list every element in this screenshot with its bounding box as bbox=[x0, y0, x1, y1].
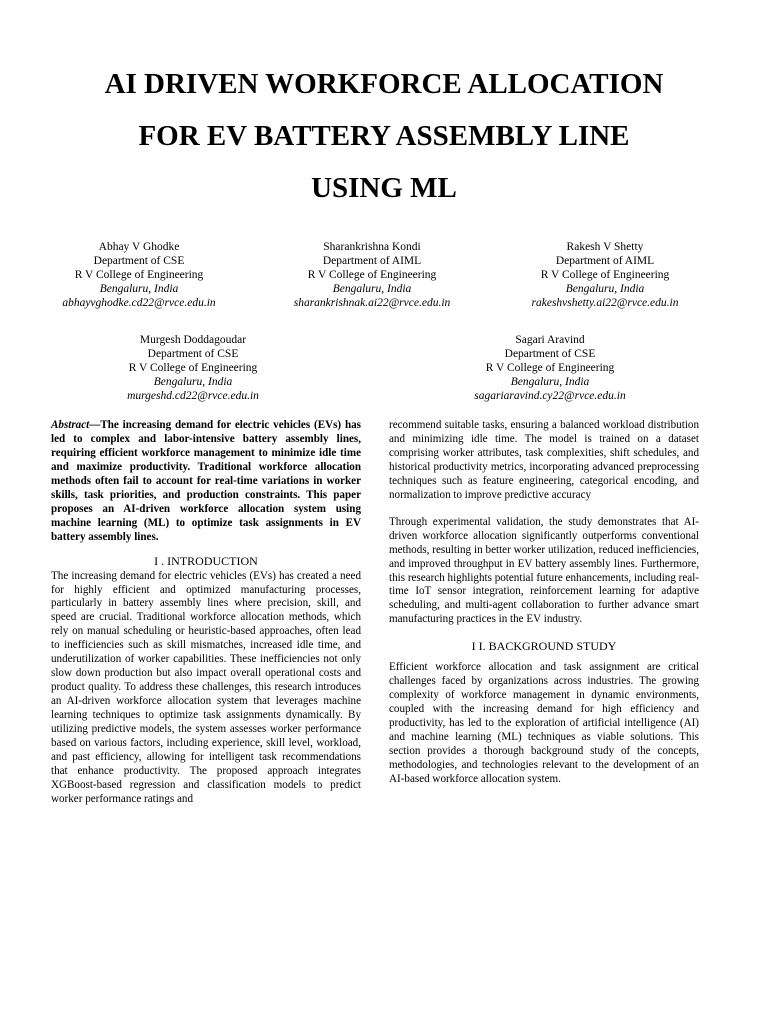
author-dept: Department of CSE bbox=[93, 255, 185, 267]
section-heading-background: I I. BACKGROUND STUDY bbox=[471, 639, 617, 654]
author-block-4 bbox=[73, 333, 313, 403]
author-college: R V College of Engineering bbox=[485, 362, 615, 374]
abstract-label: Abstract bbox=[51, 419, 90, 431]
author-college: R V College of Engineering bbox=[307, 269, 437, 281]
author-email: sharankrishnak.ai22@rvce.edu.in bbox=[293, 297, 451, 309]
author-name: Rakesh V Shetty bbox=[566, 241, 644, 253]
author-email: rakeshvshetty.ai22@rvce.edu.in bbox=[531, 297, 679, 309]
section-heading-introduction: I . INTRODUCTION bbox=[154, 553, 258, 568]
author-email: sagariaravind.cy22@rvce.edu.in bbox=[474, 390, 626, 402]
author-city: Bengaluru, India bbox=[510, 376, 590, 388]
right-column bbox=[389, 419, 699, 787]
author-email: abhayvghodke.cd22@rvce.edu.in bbox=[62, 297, 216, 309]
author-dept: Department of CSE bbox=[147, 348, 239, 360]
left-column bbox=[51, 419, 361, 807]
author-email: murgeshd.cd22@rvce.edu.in bbox=[127, 390, 259, 402]
intro-paragraph-1-continued: recommend suitable tasks, ensuring a balanced workload distribution and minimizing idle time. The model is trained on a dataset comprising worker attributes, task complexities, shift schedules, and historical productivity metrics, incorporating advanced preprocessing techniques such as feature engineering, categorical encoding, and normalization to improve predictive accuracy bbox=[389, 419, 699, 501]
abstract bbox=[51, 419, 361, 545]
author-college: R V College of Engineering bbox=[74, 269, 204, 281]
author-block-3 bbox=[485, 240, 725, 310]
author-block-2 bbox=[252, 240, 492, 310]
author-city: Bengaluru, India bbox=[153, 376, 233, 388]
author-dept: Department of AIML bbox=[322, 255, 422, 267]
author-name: Abhay V Ghodke bbox=[98, 241, 180, 253]
author-name: Sagari Aravind bbox=[515, 334, 585, 346]
title-line-3: USING ML bbox=[311, 172, 457, 204]
author-city: Bengaluru, India bbox=[99, 283, 179, 295]
author-block-5 bbox=[430, 333, 670, 403]
author-dept: Department of CSE bbox=[504, 348, 596, 360]
paragraph-gap bbox=[389, 503, 699, 516]
abstract-text: —The increasing demand for electric vehicles (EVs) has led to complex and labor-intensive battery assembly lines, requiring efficient workforce management to minimize idle time and maximize productivity. Traditional workforce allocation methods often fail to account for real-time variations in worker skills, task priorities, and production constraints. This paper proposes an AI-driven workforce allocation system using machine learning (ML) to optimize task assignments in EV battery assembly lines. bbox=[51, 419, 361, 543]
author-city: Bengaluru, India bbox=[332, 283, 412, 295]
author-name: Murgesh Doddagoudar bbox=[139, 334, 247, 346]
intro-paragraph-2: Through experimental validation, the study demonstrates that AI-driven workforce allocation significantly outperforms conventional methods, resulting in better worker utilization, reduced inefficiencies, and improved throughput in EV battery assembly lines. Furthermore, this research highlights potential future enhancements, including real-time IoT sensor integration, reinforcement learning for adaptive scheduling, and multi-agent collaboration to further advance smart manufacturing practices in the EV industry. bbox=[389, 515, 699, 626]
background-paragraph-1: Efficient workforce allocation and task assignment are critical challenges faced by organizations across industries. The growing complexity of workforce management in dynamic environments, coupled with the increasing demand for high efficiency and productivity, has led to the exploration of artificial intelligence (AI) and machine learning (ML) techniques as viable solutions. This section provides a thorough background study of the concepts, methodologies, and technologies relevant to the development of an AI-based workforce allocation system. bbox=[389, 661, 699, 785]
author-block-1 bbox=[19, 240, 259, 310]
title-line-1: AI DRIVEN WORKFORCE ALLOCATION bbox=[104, 68, 664, 100]
author-city: Bengaluru, India bbox=[565, 283, 645, 295]
author-name: Sharankrishna Kondi bbox=[323, 241, 421, 253]
intro-paragraph-1: The increasing demand for electric vehicles (EVs) has created a need for highly efficient and optimized manufacturing processes, particularly in battery assembly lines where precision, skill, and speed are crucial. Traditional workforce allocation methods, which rely on manual scheduling or heuristic-based approaches, often lead to inefficiencies such as skill mismatches, increased idle time, and underutilization of worker capabilities. These inefficiencies not only slow down production but also impact overall operational costs and product quality. To address these challenges, this research introduces an AI-driven workforce allocation system that leverages machine learning techniques to optimize task assignments dynamically. By utilizing predictive models, the system assesses worker performance based on various factors, including experience, skill level, workload, and past efficiency, allowing for intelligent task recommendations that enhance productivity. The proposed approach integrates XGBoost-based regression and classification models to predict worker performance ratings and bbox=[51, 569, 361, 805]
author-college: R V College of Engineering bbox=[128, 362, 258, 374]
author-college: R V College of Engineering bbox=[540, 269, 670, 281]
title-line-2: FOR EV BATTERY ASSEMBLY LINE bbox=[138, 120, 630, 152]
paper-title bbox=[40, 58, 728, 214]
author-dept: Department of AIML bbox=[555, 255, 655, 267]
